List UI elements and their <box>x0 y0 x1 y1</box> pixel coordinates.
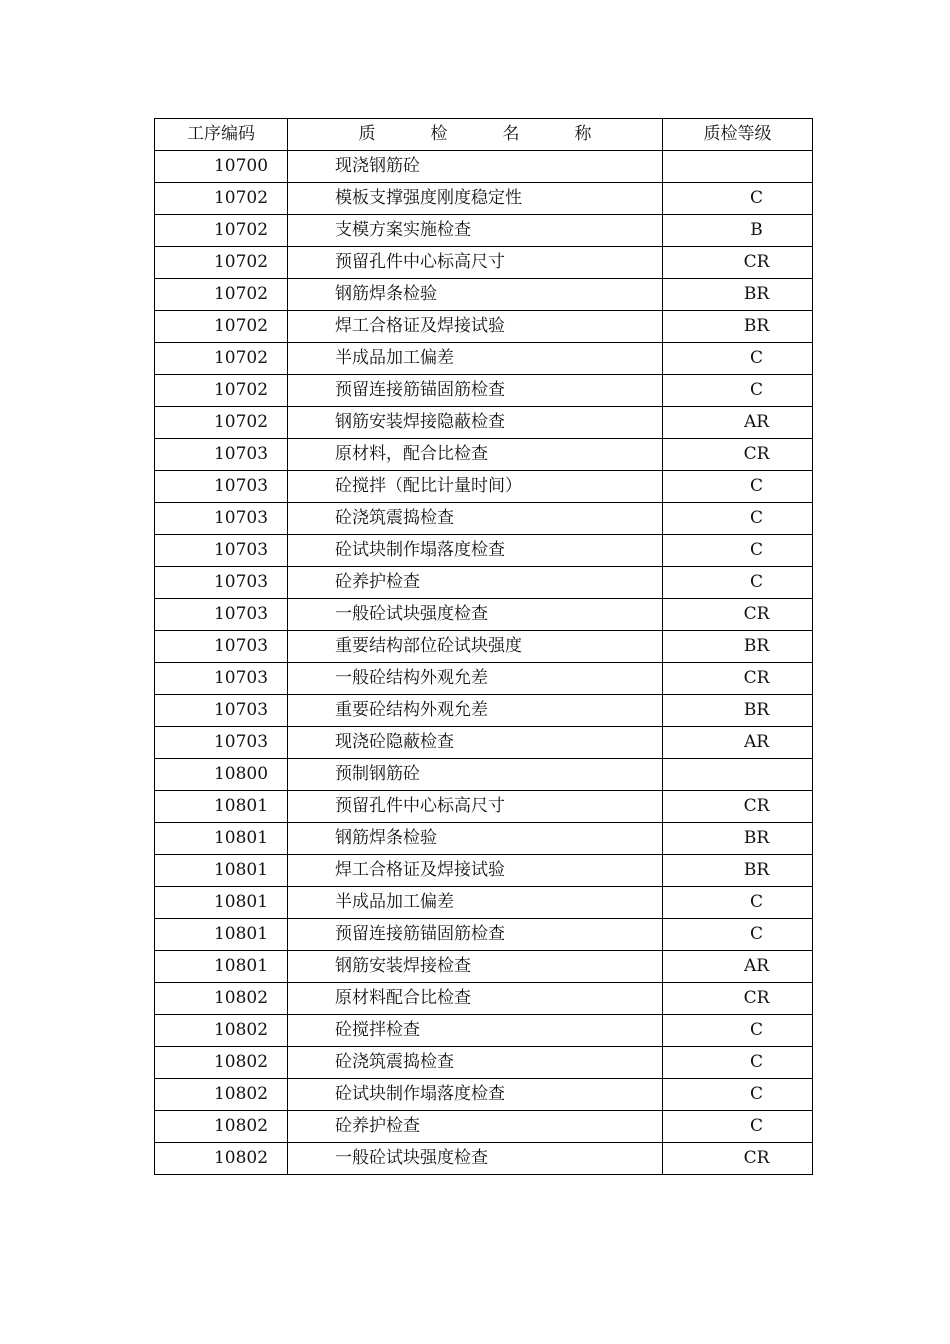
table-row <box>155 983 813 1015</box>
inspection-name-cell: 焊工合格证及焊接试验 <box>288 311 663 343</box>
process-code-cell: 10703 <box>155 439 288 471</box>
table-row <box>155 375 813 407</box>
inspection-grade-cell: CR <box>663 439 813 471</box>
inspection-name-cell: 钢筋焊条检验 <box>288 279 663 311</box>
table-row <box>155 1079 813 1111</box>
header-name-char: 称 <box>574 124 592 144</box>
table-row <box>155 1143 813 1175</box>
process-code-cell: 10801 <box>155 855 288 887</box>
inspection-grade-cell: AR <box>663 407 813 439</box>
inspection-name-cell: 砼浇筑震捣检查 <box>288 1047 663 1079</box>
process-code-cell: 10702 <box>155 247 288 279</box>
inspection-grade-cell <box>663 151 813 183</box>
inspection-name-cell: 一般砼试块强度检查 <box>288 599 663 631</box>
table-row <box>155 567 813 599</box>
inspection-grade-cell: C <box>663 567 813 599</box>
table-row <box>155 1015 813 1047</box>
inspection-grade-cell: BR <box>663 631 813 663</box>
process-code-cell: 10703 <box>155 567 288 599</box>
process-code-cell: 10702 <box>155 215 288 247</box>
inspection-name-cell: 钢筋焊条检验 <box>288 823 663 855</box>
process-code-cell: 10801 <box>155 791 288 823</box>
inspection-name-cell: 预留连接筋锚固筋检查 <box>288 375 663 407</box>
inspection-name-cell: 重要结构部位砼试块强度 <box>288 631 663 663</box>
inspection-grade-cell: C <box>663 183 813 215</box>
table-row <box>155 183 813 215</box>
table-row <box>155 407 813 439</box>
inspection-grade-cell: C <box>663 919 813 951</box>
inspection-grade-cell: C <box>663 471 813 503</box>
inspection-grade-cell: C <box>663 375 813 407</box>
inspection-grade-cell: AR <box>663 727 813 759</box>
inspection-grade-cell: BR <box>663 855 813 887</box>
inspection-name-cell: 模板支撑强度刚度稳定性 <box>288 183 663 215</box>
inspection-name-cell: 预制钢筋砼 <box>288 759 663 791</box>
table-row <box>155 727 813 759</box>
inspection-grade-cell: AR <box>663 951 813 983</box>
table-row <box>155 439 813 471</box>
inspection-grade-cell: CR <box>663 247 813 279</box>
table-row <box>155 1111 813 1143</box>
inspection-name-cell: 重要砼结构外观允差 <box>288 695 663 727</box>
table-row <box>155 663 813 695</box>
inspection-name-cell: 半成品加工偏差 <box>288 887 663 919</box>
inspection-name-cell: 砼搅拌检查 <box>288 1015 663 1047</box>
table-row <box>155 631 813 663</box>
process-code-cell: 10702 <box>155 343 288 375</box>
table-row <box>155 855 813 887</box>
table-row <box>155 279 813 311</box>
inspection-name-cell: 预留孔件中心标高尺寸 <box>288 247 663 279</box>
inspection-name-cell: 半成品加工偏差 <box>288 343 663 375</box>
process-code-cell: 10702 <box>155 183 288 215</box>
inspection-name-cell: 砼浇筑震捣检查 <box>288 503 663 535</box>
table-row <box>155 695 813 727</box>
inspection-name-cell: 一般砼试块强度检查 <box>288 1143 663 1175</box>
inspection-name-cell: 焊工合格证及焊接试验 <box>288 855 663 887</box>
header-process-code: 工序编码 <box>155 119 288 151</box>
process-code-cell: 10702 <box>155 279 288 311</box>
table-row <box>155 503 813 535</box>
process-code-cell: 10703 <box>155 727 288 759</box>
inspection-name-cell: 一般砼结构外观允差 <box>288 663 663 695</box>
inspection-grade-cell: BR <box>663 311 813 343</box>
process-code-cell: 10802 <box>155 983 288 1015</box>
inspection-grade-cell: C <box>663 887 813 919</box>
table-row <box>155 887 813 919</box>
process-code-cell: 10703 <box>155 599 288 631</box>
inspection-grade-cell: C <box>663 535 813 567</box>
process-code-cell: 10703 <box>155 695 288 727</box>
inspection-grade-cell: C <box>663 1111 813 1143</box>
quality-inspection-table-container <box>154 118 812 1175</box>
table-row <box>155 1047 813 1079</box>
table-row <box>155 599 813 631</box>
table-row <box>155 471 813 503</box>
table-row <box>155 919 813 951</box>
inspection-name-cell: 砼搅拌（配比计量时间） <box>288 471 663 503</box>
inspection-name-cell: 原材料配合比检查 <box>288 983 663 1015</box>
inspection-name-cell: 现浇砼隐蔽检查 <box>288 727 663 759</box>
process-code-cell: 10702 <box>155 375 288 407</box>
process-code-cell: 10802 <box>155 1047 288 1079</box>
inspection-grade-cell <box>663 759 813 791</box>
inspection-name-cell: 砼试块制作塌落度检查 <box>288 1079 663 1111</box>
inspection-name-cell: 预留连接筋锚固筋检查 <box>288 919 663 951</box>
inspection-name-cell: 原材料，配合比检查 <box>288 439 663 471</box>
inspection-grade-cell: BR <box>663 279 813 311</box>
process-code-cell: 10801 <box>155 919 288 951</box>
table-row <box>155 951 813 983</box>
header-name-char: 名 <box>502 124 520 144</box>
process-code-cell: 10802 <box>155 1079 288 1111</box>
process-code-cell: 10703 <box>155 663 288 695</box>
process-code-cell: 10801 <box>155 887 288 919</box>
inspection-grade-cell: BR <box>663 823 813 855</box>
table-row <box>155 311 813 343</box>
inspection-grade-cell: C <box>663 1047 813 1079</box>
process-code-cell: 10801 <box>155 951 288 983</box>
table-body <box>155 119 813 1175</box>
header-name-char: 质 <box>358 124 376 144</box>
table-row <box>155 215 813 247</box>
process-code-cell: 10703 <box>155 471 288 503</box>
process-code-cell: 10700 <box>155 151 288 183</box>
process-code-cell: 10703 <box>155 503 288 535</box>
table-row <box>155 151 813 183</box>
header-inspection-grade: 质检等级 <box>663 119 813 151</box>
inspection-grade-cell: CR <box>663 599 813 631</box>
process-code-cell: 10802 <box>155 1015 288 1047</box>
inspection-grade-cell: BR <box>663 695 813 727</box>
process-code-cell: 10703 <box>155 631 288 663</box>
process-code-cell: 10802 <box>155 1143 288 1175</box>
process-code-cell: 10703 <box>155 535 288 567</box>
inspection-grade-cell: CR <box>663 791 813 823</box>
inspection-grade-cell: CR <box>663 663 813 695</box>
inspection-name-cell: 预留孔件中心标高尺寸 <box>288 791 663 823</box>
inspection-name-cell: 砼养护检查 <box>288 1111 663 1143</box>
inspection-grade-cell: C <box>663 343 813 375</box>
inspection-grade-cell: B <box>663 215 813 247</box>
header-inspection-name <box>288 119 663 151</box>
inspection-name-cell: 砼养护检查 <box>288 567 663 599</box>
inspection-name-cell: 砼试块制作塌落度检查 <box>288 535 663 567</box>
header-name-char: 检 <box>430 124 448 144</box>
header-inspection-name-chars <box>331 119 619 150</box>
inspection-name-cell: 钢筋安装焊接隐蔽检查 <box>288 407 663 439</box>
inspection-grade-cell: C <box>663 1079 813 1111</box>
process-code-cell: 10800 <box>155 759 288 791</box>
inspection-grade-cell: CR <box>663 1143 813 1175</box>
table-row <box>155 823 813 855</box>
inspection-name-cell: 支模方案实施检查 <box>288 215 663 247</box>
table-row <box>155 759 813 791</box>
inspection-grade-cell: C <box>663 1015 813 1047</box>
process-code-cell: 10702 <box>155 311 288 343</box>
process-code-cell: 10802 <box>155 1111 288 1143</box>
table-row <box>155 535 813 567</box>
process-code-cell: 10702 <box>155 407 288 439</box>
table-row <box>155 791 813 823</box>
table-header-row <box>155 119 813 151</box>
table-row <box>155 247 813 279</box>
inspection-grade-cell: CR <box>663 983 813 1015</box>
inspection-grade-cell: C <box>663 503 813 535</box>
inspection-name-cell: 现浇钢筋砼 <box>288 151 663 183</box>
process-code-cell: 10801 <box>155 823 288 855</box>
table-row <box>155 343 813 375</box>
quality-inspection-table <box>154 118 813 1175</box>
inspection-name-cell: 钢筋安装焊接检查 <box>288 951 663 983</box>
